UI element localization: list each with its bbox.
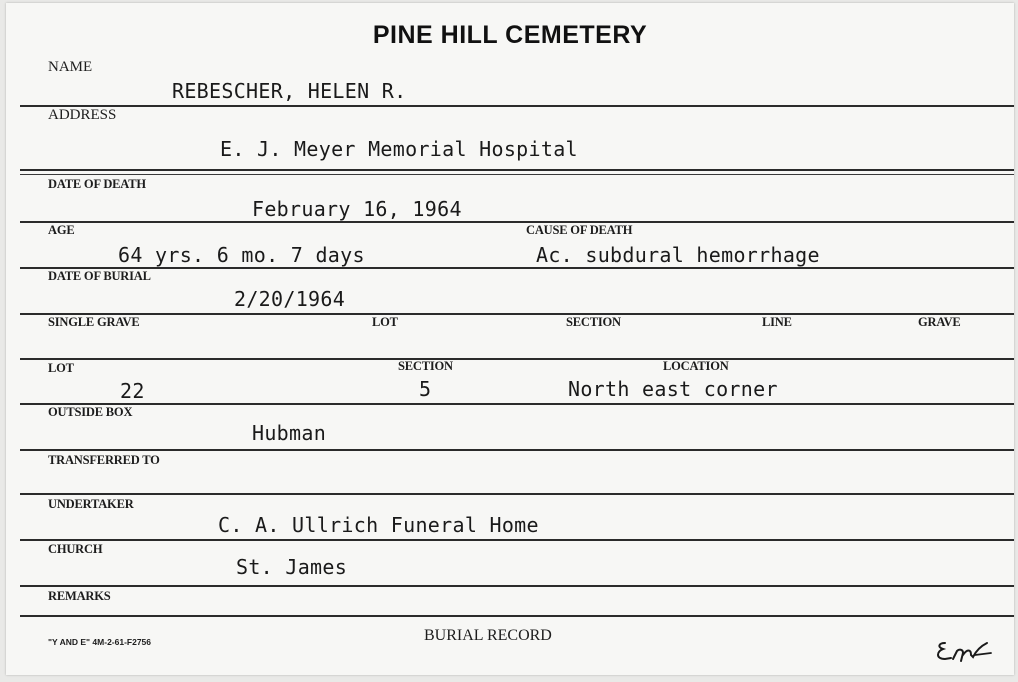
address-label: ADDRESS	[48, 107, 117, 123]
date-of-burial-value: 2/20/1964	[234, 287, 346, 311]
handwritten-initials-signature	[931, 631, 1011, 671]
outside-box-label: OUTSIDE BOX	[48, 405, 133, 419]
single-grave-grave-label: GRAVE	[918, 315, 961, 329]
date-of-death-label: DATE OF DEATH	[48, 177, 146, 191]
lot-label: LOT	[48, 361, 74, 375]
divider	[20, 403, 1014, 405]
single-grave-line-label: LINE	[762, 315, 792, 329]
age-label: AGE	[48, 223, 75, 237]
divider	[20, 493, 1014, 495]
burial-record-title: BURIAL RECORD	[424, 627, 552, 644]
divider	[20, 615, 1014, 617]
name-value: REBESCHER, HELEN R.	[172, 79, 407, 103]
lot-value: 22	[120, 379, 145, 403]
divider	[20, 169, 1014, 171]
date-of-death-value: February 16, 1964	[252, 197, 462, 221]
single-grave-section-label: SECTION	[566, 315, 621, 329]
burial-record-card	[6, 3, 1014, 675]
section-value: 5	[419, 377, 432, 401]
section-label: SECTION	[398, 359, 453, 373]
divider	[20, 267, 1014, 269]
date-of-burial-label: DATE OF BURIAL	[48, 269, 151, 283]
location-value: North east corner	[568, 377, 778, 401]
single-grave-lot-label: LOT	[372, 315, 398, 329]
divider	[20, 358, 1014, 360]
age-value: 64 yrs. 6 mo. 7 days	[118, 243, 365, 267]
divider	[20, 585, 1014, 587]
cemetery-title: PINE HILL CEMETERY	[372, 21, 648, 49]
divider	[20, 449, 1014, 451]
undertaker-label: UNDERTAKER	[48, 497, 134, 511]
divider	[20, 105, 1014, 107]
form-code: "Y AND E" 4M-2-61-F2756	[48, 637, 152, 647]
cause-of-death-label: CAUSE OF DEATH	[526, 223, 633, 237]
divider	[20, 221, 1014, 223]
single-grave-label: SINGLE GRAVE	[48, 315, 140, 329]
name-label: NAME	[48, 59, 93, 75]
location-label: LOCATION	[663, 359, 729, 373]
divider	[20, 313, 1014, 315]
church-value: St. James	[236, 555, 348, 579]
cause-of-death-value: Ac. subdural hemorrhage	[536, 243, 820, 267]
divider	[20, 539, 1014, 541]
undertaker-value: C. A. Ullrich Funeral Home	[218, 513, 539, 537]
church-label: CHURCH	[48, 542, 103, 556]
divider	[20, 174, 1014, 175]
address-value: E. J. Meyer Memorial Hospital	[220, 137, 578, 161]
remarks-label: REMARKS	[48, 589, 111, 603]
transferred-to-label: TRANSFERRED TO	[48, 453, 160, 467]
outside-box-value: Hubman	[252, 421, 327, 445]
